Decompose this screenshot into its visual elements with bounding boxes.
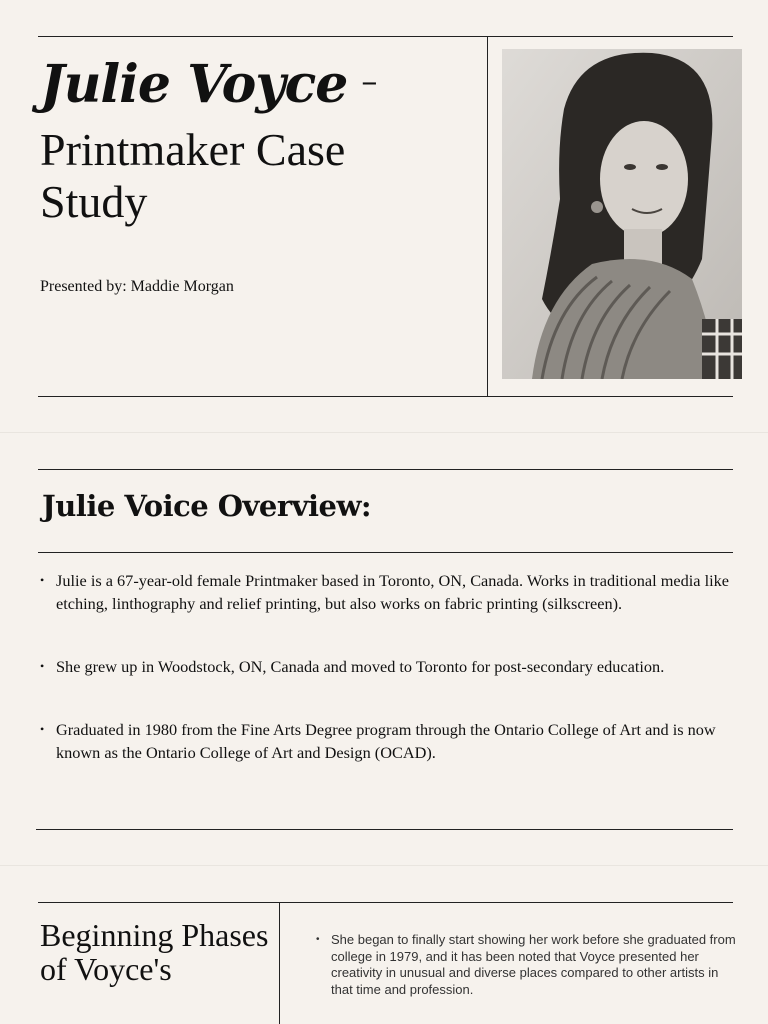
list-item: • Graduated in 1980 from the Fine Arts Degree program through the Ontario College of Art and is now known as the Ontario College of Art and Design (OCAD). xyxy=(40,718,730,764)
portrait-photo xyxy=(502,49,742,379)
presenter-credit: Presented by: Maddie Morgan xyxy=(40,278,234,295)
overview-top-divider xyxy=(38,469,733,470)
beginning-phases-slide xyxy=(0,866,768,1024)
overview-slide xyxy=(0,433,768,865)
overview-bottom-divider xyxy=(36,829,733,830)
phases-vertical-divider xyxy=(279,902,280,1024)
overview-bullet-list xyxy=(40,569,730,804)
portrait-photo-icon xyxy=(502,49,742,379)
list-item: • She began to finally start showing her work before she graduated from college in 1979, and it has been noted that Voyce presented her creativity in unusual and diverse places compared to other artists in that time and profession. xyxy=(316,932,743,998)
vertical-divider xyxy=(487,36,488,397)
list-item: • She grew up in Woodstock, ON, Canada and moved to Toronto for post-secondary education. xyxy=(40,655,730,678)
phases-heading: Beginning Phases of Voyce's xyxy=(40,917,269,987)
overview-heading: Julie Voice Overview: xyxy=(42,489,372,523)
bottom-divider xyxy=(38,396,733,397)
slide-title-script xyxy=(40,50,376,126)
title-dash: – xyxy=(361,62,377,100)
artist-name: Julie Voyce xyxy=(40,54,348,115)
top-divider xyxy=(38,36,733,37)
title-slide xyxy=(0,0,768,432)
list-item: • Julie is a 67-year-old female Printmaker based in Toronto, ON, Canada. Works in traditional media like etching, linthography and relief printing, but also works on fabric printing (silkscreen). xyxy=(40,569,730,615)
overview-heading-divider xyxy=(38,552,733,553)
slide-title: Printmaker Case Study xyxy=(40,124,346,227)
phases-top-divider xyxy=(38,902,733,903)
